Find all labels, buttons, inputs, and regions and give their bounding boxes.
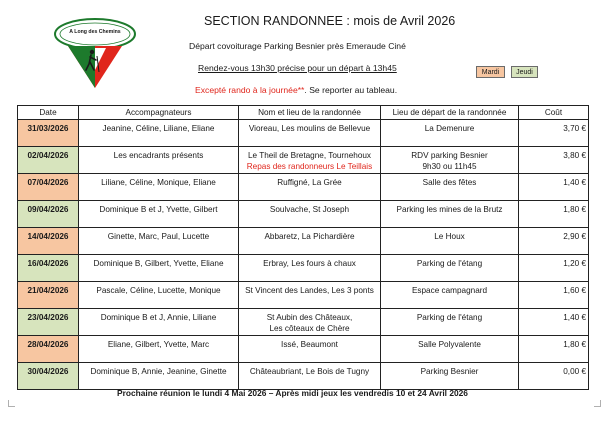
- cell-hike: [239, 282, 381, 309]
- cell-start: [381, 363, 519, 390]
- cell-cost: 3,80 €: [519, 147, 589, 174]
- cell-hike: [239, 147, 381, 174]
- cell-date: 02/04/2026: [18, 147, 79, 174]
- footer-note: Prochaine réunion le lundi 4 Mai 2026 – Après midi jeux les vendredis 10 et 24 Avril 2026: [117, 388, 468, 398]
- hike-note: Repas des randonneurs Le Teillais: [246, 162, 373, 171]
- hike-name: St Vincent des Landes, Les 3 ponts: [245, 286, 374, 295]
- start-place: Espace campagnard: [411, 286, 488, 295]
- page-corner-mark: [594, 400, 601, 407]
- cell-cost: 1,80 €: [519, 336, 589, 363]
- cell-hike: [239, 309, 381, 336]
- cell-guides: Ginette, Marc, Paul, Lucette: [79, 228, 239, 255]
- col-header-hike: Nom et lieu de la randonnée: [239, 106, 381, 120]
- cell-start: [381, 255, 519, 282]
- table-row: [18, 255, 589, 282]
- start-place: Parking de l'étang: [416, 259, 483, 268]
- cell-date: 16/04/2026: [18, 255, 79, 282]
- schedule-table: [17, 105, 589, 390]
- cell-cost: 0,00 €: [519, 363, 589, 390]
- table-row: [18, 309, 589, 336]
- cell-start: [381, 174, 519, 201]
- cell-cost: 1,40 €: [519, 309, 589, 336]
- hike-name: Issé, Beaumont: [281, 340, 338, 349]
- cell-cost: 1,40 €: [519, 174, 589, 201]
- cell-date: 21/04/2026: [18, 282, 79, 309]
- hike-name: Le Theil de Bretagne, Tournehoux: [247, 151, 372, 160]
- col-header-cost: Coût: [519, 106, 589, 120]
- cell-cost: 1,80 €: [519, 201, 589, 228]
- cell-hike: [239, 174, 381, 201]
- cell-start: [381, 282, 519, 309]
- start-place: Parking de l'étang: [416, 313, 483, 322]
- start-place: RDV parking Besnier: [411, 151, 488, 160]
- start-place: Salle des fêtes: [422, 178, 477, 187]
- cell-guides: Dominique B et J, Yvette, Gilbert: [79, 201, 239, 228]
- hike-name: Abbaretz, La Pichardière: [264, 232, 355, 241]
- start-place: La Demenure: [424, 124, 475, 133]
- exception-note: [195, 85, 397, 95]
- cell-start: [381, 309, 519, 336]
- cell-hike: [239, 363, 381, 390]
- cell-date: 14/04/2026: [18, 228, 79, 255]
- exception-note-rest: . Se reporter au tableau.: [304, 85, 398, 95]
- cell-guides: Pascale, Céline, Lucette, Monique: [79, 282, 239, 309]
- table-row: [18, 282, 589, 309]
- cell-start: [381, 201, 519, 228]
- cell-hike: [239, 336, 381, 363]
- table-row: [18, 363, 589, 390]
- cell-guides: Liliane, Céline, Monique, Eliane: [79, 174, 239, 201]
- cell-date: 23/04/2026: [18, 309, 79, 336]
- cell-date: 07/04/2026: [18, 174, 79, 201]
- cell-hike: [239, 120, 381, 147]
- cell-date: 09/04/2026: [18, 201, 79, 228]
- legend-mardi: Mardi: [476, 66, 505, 78]
- cell-start: [381, 120, 519, 147]
- hike-name: Vioreau, Les moulins de Bellevue: [248, 124, 371, 133]
- start-place: Parking Besnier: [420, 367, 479, 376]
- cell-start: [381, 336, 519, 363]
- carpool-departure: Départ covoiturage Parking Besnier près Emeraude Ciné: [189, 41, 406, 51]
- cell-hike: [239, 255, 381, 282]
- hike-name-line2: Les côteaux de Chère: [269, 324, 350, 333]
- page-corner-mark: [8, 400, 15, 407]
- hike-name: Erbray, Les fours à chaux: [263, 259, 356, 268]
- cell-start: [381, 228, 519, 255]
- col-header-date: Date: [18, 106, 79, 120]
- club-logo: [54, 18, 136, 90]
- page-title: SECTION RANDONNEE : mois de Avril 2026: [204, 14, 456, 28]
- cell-start: [381, 147, 519, 174]
- cell-date: 31/03/2026: [18, 120, 79, 147]
- hike-name: Soulvache, St Joseph: [269, 205, 350, 214]
- table-row: [18, 174, 589, 201]
- cell-hike: [239, 228, 381, 255]
- cell-guides: Eliane, Gilbert, Yvette, Marc: [79, 336, 239, 363]
- hike-name: Ruffigné, La Grée: [277, 178, 342, 187]
- cell-guides: Jeanine, Céline, Liliane, Eliane: [79, 120, 239, 147]
- table-row: [18, 147, 589, 174]
- start-place: Le Houx: [434, 232, 465, 241]
- cell-cost: 1,20 €: [519, 255, 589, 282]
- cell-cost: 1,60 €: [519, 282, 589, 309]
- cell-hike: [239, 201, 381, 228]
- exception-note-red: Excepté rando à la journée**: [195, 85, 305, 95]
- table-row: [18, 228, 589, 255]
- cell-guides: Dominique B et J, Annie, Liliane: [79, 309, 239, 336]
- cell-date: 30/04/2026: [18, 363, 79, 390]
- club-logo-text: A Long des Chemins: [69, 29, 121, 35]
- col-header-start: Lieu de départ de la randonnée: [381, 106, 519, 120]
- hike-name: Châteaubriant, Le Bois de Tugny: [249, 367, 370, 376]
- table-header-row: [18, 106, 589, 120]
- meeting-time: Rendez-vous 13h30 précise pour un départ à 13h45: [198, 63, 397, 73]
- col-header-guides: Accompagnateurs: [79, 106, 239, 120]
- table-row: [18, 120, 589, 147]
- table-row: [18, 201, 589, 228]
- start-place-line2: 9h30 ou 11h45: [422, 162, 477, 171]
- cell-date: 28/04/2026: [18, 336, 79, 363]
- hike-name: St Aubin des Châteaux,: [266, 313, 353, 322]
- cell-cost: 3,70 €: [519, 120, 589, 147]
- legend-jeudi: Jeudi: [511, 66, 538, 78]
- cell-guides: Dominique B, Annie, Jeanine, Ginette: [79, 363, 239, 390]
- table-row: [18, 336, 589, 363]
- cell-guides: Dominique B, Gilbert, Yvette, Eliane: [79, 255, 239, 282]
- start-place: Parking les mines de la Brutz: [396, 205, 503, 214]
- cell-cost: 2,90 €: [519, 228, 589, 255]
- start-place: Salle Polyvalente: [418, 340, 481, 349]
- cell-guides: Les encadrants présents: [79, 147, 239, 174]
